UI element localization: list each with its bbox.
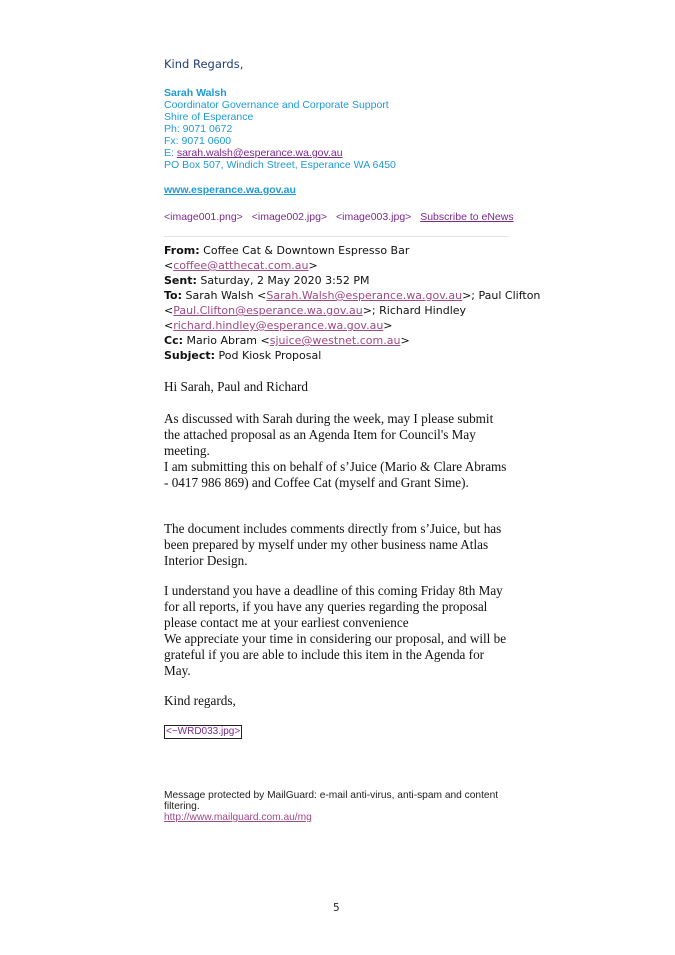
from-name: Coffee Cat & Downtown Espresso Bar	[203, 244, 410, 257]
greeting: Hi Sarah, Paul and Richard	[164, 379, 308, 394]
header-divider	[164, 236, 509, 237]
cc-email-link[interactable]: sjuice@westnet.com.au	[269, 334, 401, 347]
paragraph-1: As discussed with Sarah during the week, may I please submit the attached proposal as an Agenda Item for Council's May meeting.	[164, 411, 494, 458]
cc-name: Mario Abram	[186, 334, 258, 347]
mailguard-line-2: filtering.	[164, 801, 200, 812]
paragraph-4: I understand you have a deadline of this coming Friday 8th May for all reports, if you have any queries regarding the proposal please contact me at your earliest convenience	[164, 583, 503, 630]
to-line-2: <Paul.Clifton@esperance.wa.gov.au>; Richard Hindley	[164, 304, 467, 317]
to-name-3: Richard Hindley	[379, 304, 467, 317]
closing-regards: Kind regards,	[164, 693, 236, 708]
subject-label: Subject:	[164, 349, 216, 362]
subscribe-enews-link[interactable]: Subscribe to eNews	[420, 211, 514, 223]
to-name-2: Paul Clifton	[478, 289, 541, 302]
to-email-link-3[interactable]: richard.hindley@esperance.wa.gov.au	[173, 319, 384, 332]
from-email-link[interactable]: coffee@atthecat.com.au	[173, 259, 309, 272]
sent-value: Saturday, 2 May 2020 3:52 PM	[200, 274, 370, 287]
to-email-link-2[interactable]: Paul.Clifton@esperance.wa.gov.au	[173, 304, 363, 317]
image003-placeholder: <image003.jpg>	[335, 211, 412, 223]
to-email-link-1[interactable]: Sarah.Walsh@esperance.wa.gov.au	[266, 289, 463, 302]
cc-line: Cc: Mario Abram <sjuice@westnet.com.au>	[164, 334, 410, 347]
signature-phone: Ph: 9071 0672	[164, 123, 233, 135]
image002-placeholder: <image002.jpg>	[251, 211, 328, 223]
from-line	[164, 243, 409, 258]
inline-images-row	[164, 211, 520, 223]
paragraph-2: I am submitting this on behalf of s’Juice (Mario & Clare Abrams - 0417 986 869) and Coffee Cat (myself and Grant Sime).	[164, 459, 507, 490]
signature-email-link[interactable]: sarah.walsh@esperance.wa.gov.au	[176, 147, 343, 159]
signature-address: PO Box 507, Windich Street, Esperance WA 6450	[164, 159, 396, 171]
mailguard-line-1: Message protected by MailGuard: e-mail anti-virus, anti-spam and content	[164, 790, 499, 801]
from-email-line: <coffee@atthecat.com.au>	[164, 259, 318, 272]
sent-label: Sent:	[164, 274, 197, 287]
signature-name: Sarah Walsh	[164, 87, 227, 99]
to-line-1: To: Sarah Walsh <Sarah.Walsh@esperance.wa.gov.au>; Paul Clifton	[164, 289, 541, 302]
subject-value: Pod Kiosk Proposal	[218, 349, 322, 362]
from-label: From:	[164, 244, 200, 257]
to-label: To:	[164, 289, 182, 302]
page-number: 5	[333, 902, 340, 914]
attachment-placeholder[interactable]: <~WRD033.jpg>	[166, 726, 241, 737]
image001-placeholder: <image001.png>	[164, 211, 243, 223]
signature-email-prefix: E:	[164, 147, 177, 159]
signature-email-line	[164, 147, 343, 160]
mailguard-link[interactable]: http://www.mailguard.com.au/mg	[164, 812, 312, 823]
signature-title: Coordinator Governance and Corporate Support	[164, 99, 389, 111]
paragraph-5: We appreciate your time in considering our proposal, and will be grateful if you are able to include this item in the Agenda for May.	[164, 631, 507, 678]
sent-line	[164, 273, 369, 288]
website-link[interactable]: www.esperance.wa.gov.au	[164, 184, 296, 196]
paragraph-3: The document includes comments directly from s’Juice, but has been prepared by myself under my other business name Atlas Interior Design.	[164, 521, 502, 568]
subject-line	[164, 348, 321, 363]
to-name-1: Sarah Walsh	[185, 289, 254, 302]
signature-org: Shire of Esperance	[164, 111, 254, 123]
closing-kind-regards: Kind Regards,	[164, 57, 244, 71]
signature-fax: Fx: 9071 0600	[164, 135, 232, 147]
to-line-3: <richard.hindley@esperance.wa.gov.au>	[164, 319, 393, 332]
cc-label: Cc:	[164, 334, 183, 347]
